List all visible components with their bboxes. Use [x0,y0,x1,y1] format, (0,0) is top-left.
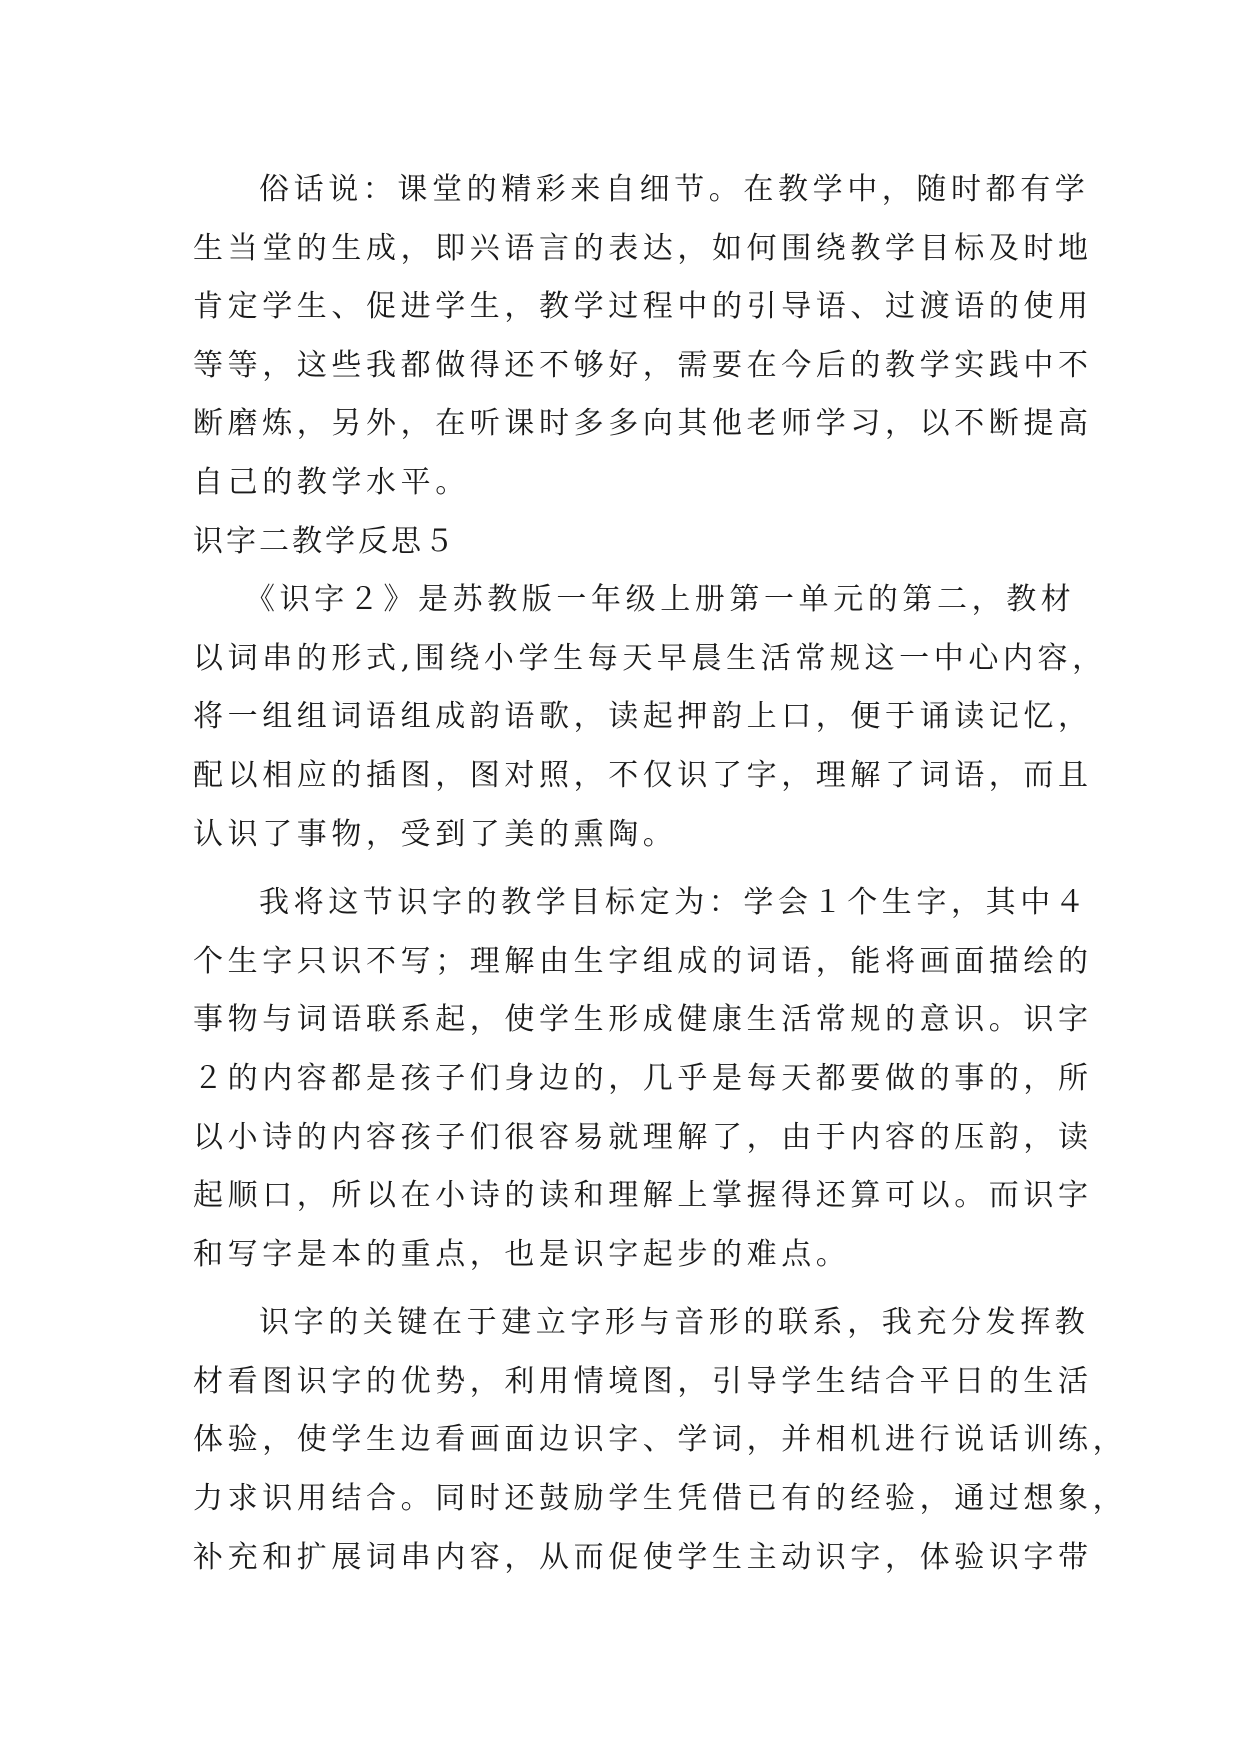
paragraph-line: 生当堂的生成，即兴语言的表达，如何围绕教学目标及时地 [193,230,1093,266]
paragraph-line: 《识字２》是苏教版一年级上册第一单元的第二，教材 [245,582,1076,618]
document-body [193,161,1128,1587]
paragraph-line: 事物与词语联系起，使学生形成健康生活常规的意识。识字 [193,1002,1093,1038]
paragraph-line: 以小诗的内容孩子们很容易就理解了，由于内容的压韵，读 [193,1119,1093,1155]
paragraph-line: 认识了事物，受到了美的熏陶。 [193,816,678,852]
paragraph-line: 补充和扩展词串内容，从而促使学生主动识字，体验识字带 [193,1539,1093,1575]
paragraph-4 [193,1294,1128,1587]
paragraph-2 [193,571,1107,864]
paragraph-line: ２的内容都是孩子们身边的，几乎是每天都要做的事的，所 [193,1060,1093,1096]
paragraph-line: 配以相应的插图，图对照，不仅识了字，理解了词语，而且 [193,757,1093,793]
paragraph-line: 肯定学生、促进学生，教学过程中的引导语、过渡语的使用 [193,289,1093,325]
paragraph-line: 力求识用结合。同时还鼓励学生凭借已有的经验，通过想象， [193,1481,1128,1517]
paragraph-line: 将一组组词语组成韵语歌，读起押韵上口，便于诵读记忆， [193,699,1093,735]
section-heading: 识字二教学反思５ [193,523,457,559]
paragraph-line: 断磨炼，另外，在听课时多多向其他老师学习，以不断提高 [193,406,1093,442]
paragraph-line: 体验，使学生边看画面边识字、学词，并相机进行说话训练， [193,1422,1128,1458]
paragraph-line: 和写字是本的重点，也是识字起步的难点。 [193,1236,851,1272]
paragraph-line: 识字的关键在于建立字形与音形的联系，我充分发挥教 [259,1305,1090,1341]
paragraph-gap [193,864,1063,874]
paragraph-line: 材看图识字的优势，利用情境图，引导学生结合平日的生活 [193,1363,1093,1399]
paragraph-1 [193,161,1093,513]
paragraph-line: 我将这节识字的教学目标定为：学会１个生字，其中４ [259,885,1090,921]
paragraph-line: 起顺口，所以在小诗的读和理解上掌握得还算可以。而识字 [193,1178,1093,1214]
paragraph-line: 等等，这些我都做得还不够好，需要在今后的教学实践中不 [193,347,1093,383]
paragraph-line: 自己的教学水平。 [193,464,470,500]
paragraph-line: 以词串的形式,围绕小学生每天早晨生活常规这一中心内容， [193,640,1107,676]
paragraph-line: 个生字只识不写；理解由生字组成的词语，能将画面描绘的 [193,943,1093,979]
paragraph-line: 俗话说：课堂的精彩来自细节。在教学中，随时都有学 [259,172,1090,207]
paragraph-3 [193,874,1093,1284]
paragraph-gap [193,1284,1063,1294]
